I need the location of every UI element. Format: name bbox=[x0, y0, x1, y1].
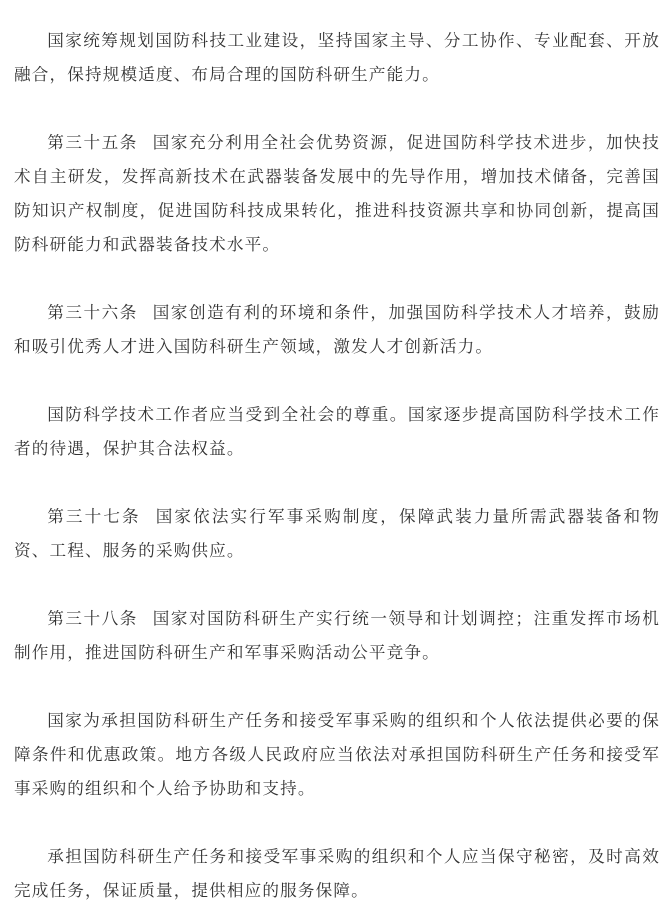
paragraph-text: 国家对国防科研生产实行统一领导和计划调控；注重发挥市场机制作用，推进国防科研生产和军事采购活动公平竞争。 bbox=[14, 609, 661, 662]
paragraph-1 bbox=[14, 24, 660, 92]
paragraph-text: 国家充分利用全社会优势资源，促进国防科学技术进步，加快技术自主研发，发挥高新技术在武器装备发展中的先导作用，增加技术储备，完善国防知识产权制度，促进国防科技成果转化，推进科技资源共享和协同创新，提高国防科研能力和武器装备技术水平。 bbox=[14, 133, 661, 254]
article-number: 第三十八条 bbox=[47, 609, 138, 628]
paragraph-text: 国防科学技术工作者应当受到全社会的尊重。国家逐步提高国防科学技术工作者的待遇，保护其合法权益。 bbox=[14, 405, 660, 458]
paragraph-article-35 bbox=[14, 126, 660, 262]
paragraph-text: 承担国防科研生产任务和接受军事采购的组织和个人应当保守秘密，及时高效完成任务，保证质量，提供相应的服务保障。 bbox=[14, 847, 660, 900]
article-number: 第三十五条 bbox=[47, 133, 138, 152]
article-number: 第三十七条 bbox=[47, 507, 141, 526]
paragraph-text: 国家为承担国防科研生产任务和接受军事采购的组织和个人依法提供必要的保障条件和优惠政策。地方各级人民政府应当依法对承担国防科研生产任务和接受军事采购的组织和个人给予协助和支持。 bbox=[14, 711, 660, 798]
paragraph-article-38 bbox=[14, 602, 660, 670]
paragraph-article-36 bbox=[14, 296, 660, 364]
paragraph-7 bbox=[14, 704, 660, 806]
paragraph-text: 国家创造有利的环境和条件，加强国防科学技术人才培养，鼓励和吸引优秀人才进入国防科研生产领域，激发人才创新活力。 bbox=[14, 303, 661, 356]
paragraph-8 bbox=[14, 840, 660, 908]
paragraph-4 bbox=[14, 398, 660, 466]
document-body bbox=[14, 24, 660, 908]
article-number: 第三十六条 bbox=[47, 303, 138, 322]
paragraph-text: 国家统筹规划国防科技工业建设，坚持国家主导、分工协作、专业配套、开放融合，保持规模适度、布局合理的国防科研生产能力。 bbox=[14, 31, 660, 84]
paragraph-text: 国家依法实行军事采购制度，保障武装力量所需武器装备和物资、工程、服务的采购供应。 bbox=[14, 507, 660, 560]
paragraph-article-37 bbox=[14, 500, 660, 568]
